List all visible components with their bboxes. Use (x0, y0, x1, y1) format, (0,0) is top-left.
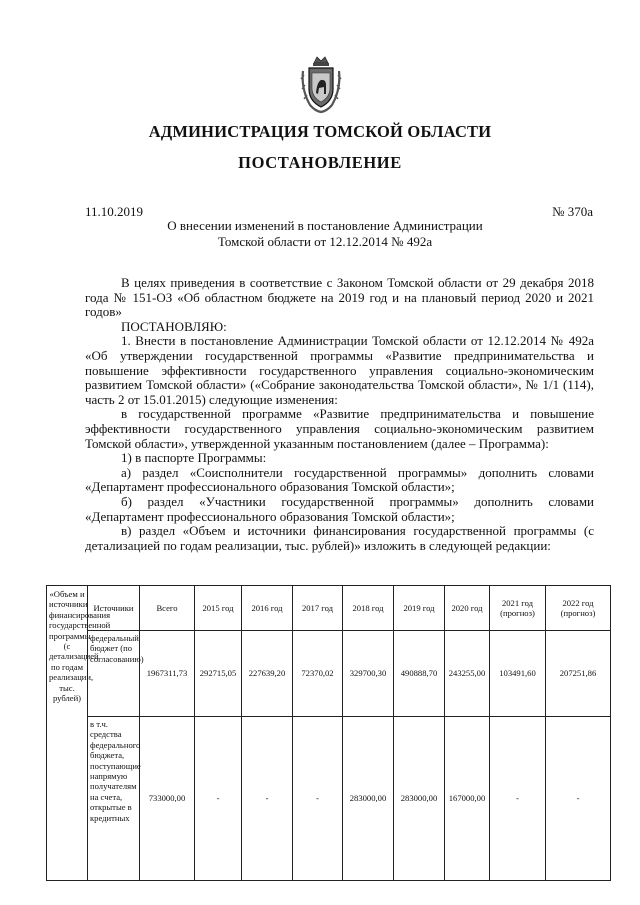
body-paragraph: а) раздел «Соисполнители государственной программы» дополнить словами «Департамент профессионального образования Томской области»; (85, 464, 594, 495)
column-header: 2016 год (242, 586, 293, 631)
document-body (85, 276, 594, 553)
value-cell: - (195, 717, 242, 881)
value-cell: 1967311,73 (140, 631, 195, 717)
row-label-cell: «Объем и источники финансирования государственной программы (с детализацией по годам реализации, тыс. рублей) (47, 586, 88, 881)
column-header: 2022 год (прогноз) (546, 586, 611, 631)
table-row (47, 717, 611, 881)
value-cell: 167000,00 (445, 717, 490, 881)
subject-line: Томской области от 12.12.2014 № 492а (217, 234, 433, 249)
source-cell: федеральный бюджет (по согласованию) (88, 631, 140, 717)
value-cell: - (490, 717, 546, 881)
value-cell: 283000,00 (394, 717, 445, 881)
resolve-heading: ПОСТАНОВЛЯЮ: (121, 318, 227, 334)
value-cell: 72370,02 (293, 631, 343, 717)
organization-name: АДМИНИСТРАЦИЯ ТОМСКОЙ ОБЛАСТИ (148, 122, 492, 141)
subject-line: О внесении изменений в постановление Администрации (167, 218, 483, 233)
body-paragraph: б) раздел «Участники государственной программы» дополнить словами «Департамент профессионального образования Томской области»; (85, 493, 594, 524)
value-cell: 329700,30 (343, 631, 394, 717)
body-paragraph: в) раздел «Объем и источники финансирования государственной программы (с детализацией по годам реализации, тыс. рублей)» изложить в следующей редакции: (85, 523, 594, 553)
document-subject (120, 218, 530, 250)
value-cell: 103491,60 (490, 631, 546, 717)
column-header: 2019 год (394, 586, 445, 631)
column-header: 2021 год (прогноз) (490, 586, 546, 631)
preamble-paragraph: В целях приведения в соответствие с Законом Томской области от 29 декабря 2018 года № 151-ОЗ «Об областном бюджете на 2019 год и на плановый период 2020 и 2021 годов» (85, 275, 594, 320)
column-header: Всего (140, 586, 195, 631)
document-number: № 370а (552, 204, 593, 219)
value-cell: - (293, 717, 343, 881)
source-cell: в т.ч. средства федерального бюджета, поступающие напрямую получателям на счета, открытые в кредитных (88, 717, 140, 881)
column-header: 2015 год (195, 586, 242, 631)
column-header: 2020 год (445, 586, 490, 631)
body-paragraph: 1) в паспорте Программы: (121, 450, 267, 466)
column-header: 2017 год (293, 586, 343, 631)
table-header-row (47, 586, 611, 631)
value-cell: 227639,20 (242, 631, 293, 717)
value-cell: 292715,05 (195, 631, 242, 717)
column-header: 2018 год (343, 586, 394, 631)
value-cell: 243255,00 (445, 631, 490, 717)
value-cell: 733000,00 (140, 717, 195, 881)
body-paragraph: 1. Внести в постановление Администрации Томской области от 12.12.2014 № 492а «Об утверждении государственной программы «Развитие предпринимательства и повышение эффективности государственного управления социально-экономическим развитием Томской области» («Собрание законодательства Томской области», № 1/1 (114), часть 2 от 15.01.2015) следующие изменения: (85, 333, 594, 407)
column-header: Источники (88, 586, 140, 631)
body-paragraph: в государственной программе «Развитие предпринимательства и повышение эффективности государственного управления социально-экономическим развитием Томской области», утвержденной указанным постановлением (далее – Программа): (85, 406, 594, 451)
value-cell: 490888,70 (394, 631, 445, 717)
value-cell: 207251,86 (546, 631, 611, 717)
coat-of-arms-icon (300, 55, 342, 115)
value-cell: - (546, 717, 611, 881)
value-cell: - (242, 717, 293, 881)
value-cell: 283000,00 (343, 717, 394, 881)
financing-table (46, 585, 611, 881)
table-row (47, 631, 611, 717)
document-date: 11.10.2019 (85, 204, 144, 219)
document-type: ПОСТАНОВЛЕНИЕ (238, 153, 402, 172)
